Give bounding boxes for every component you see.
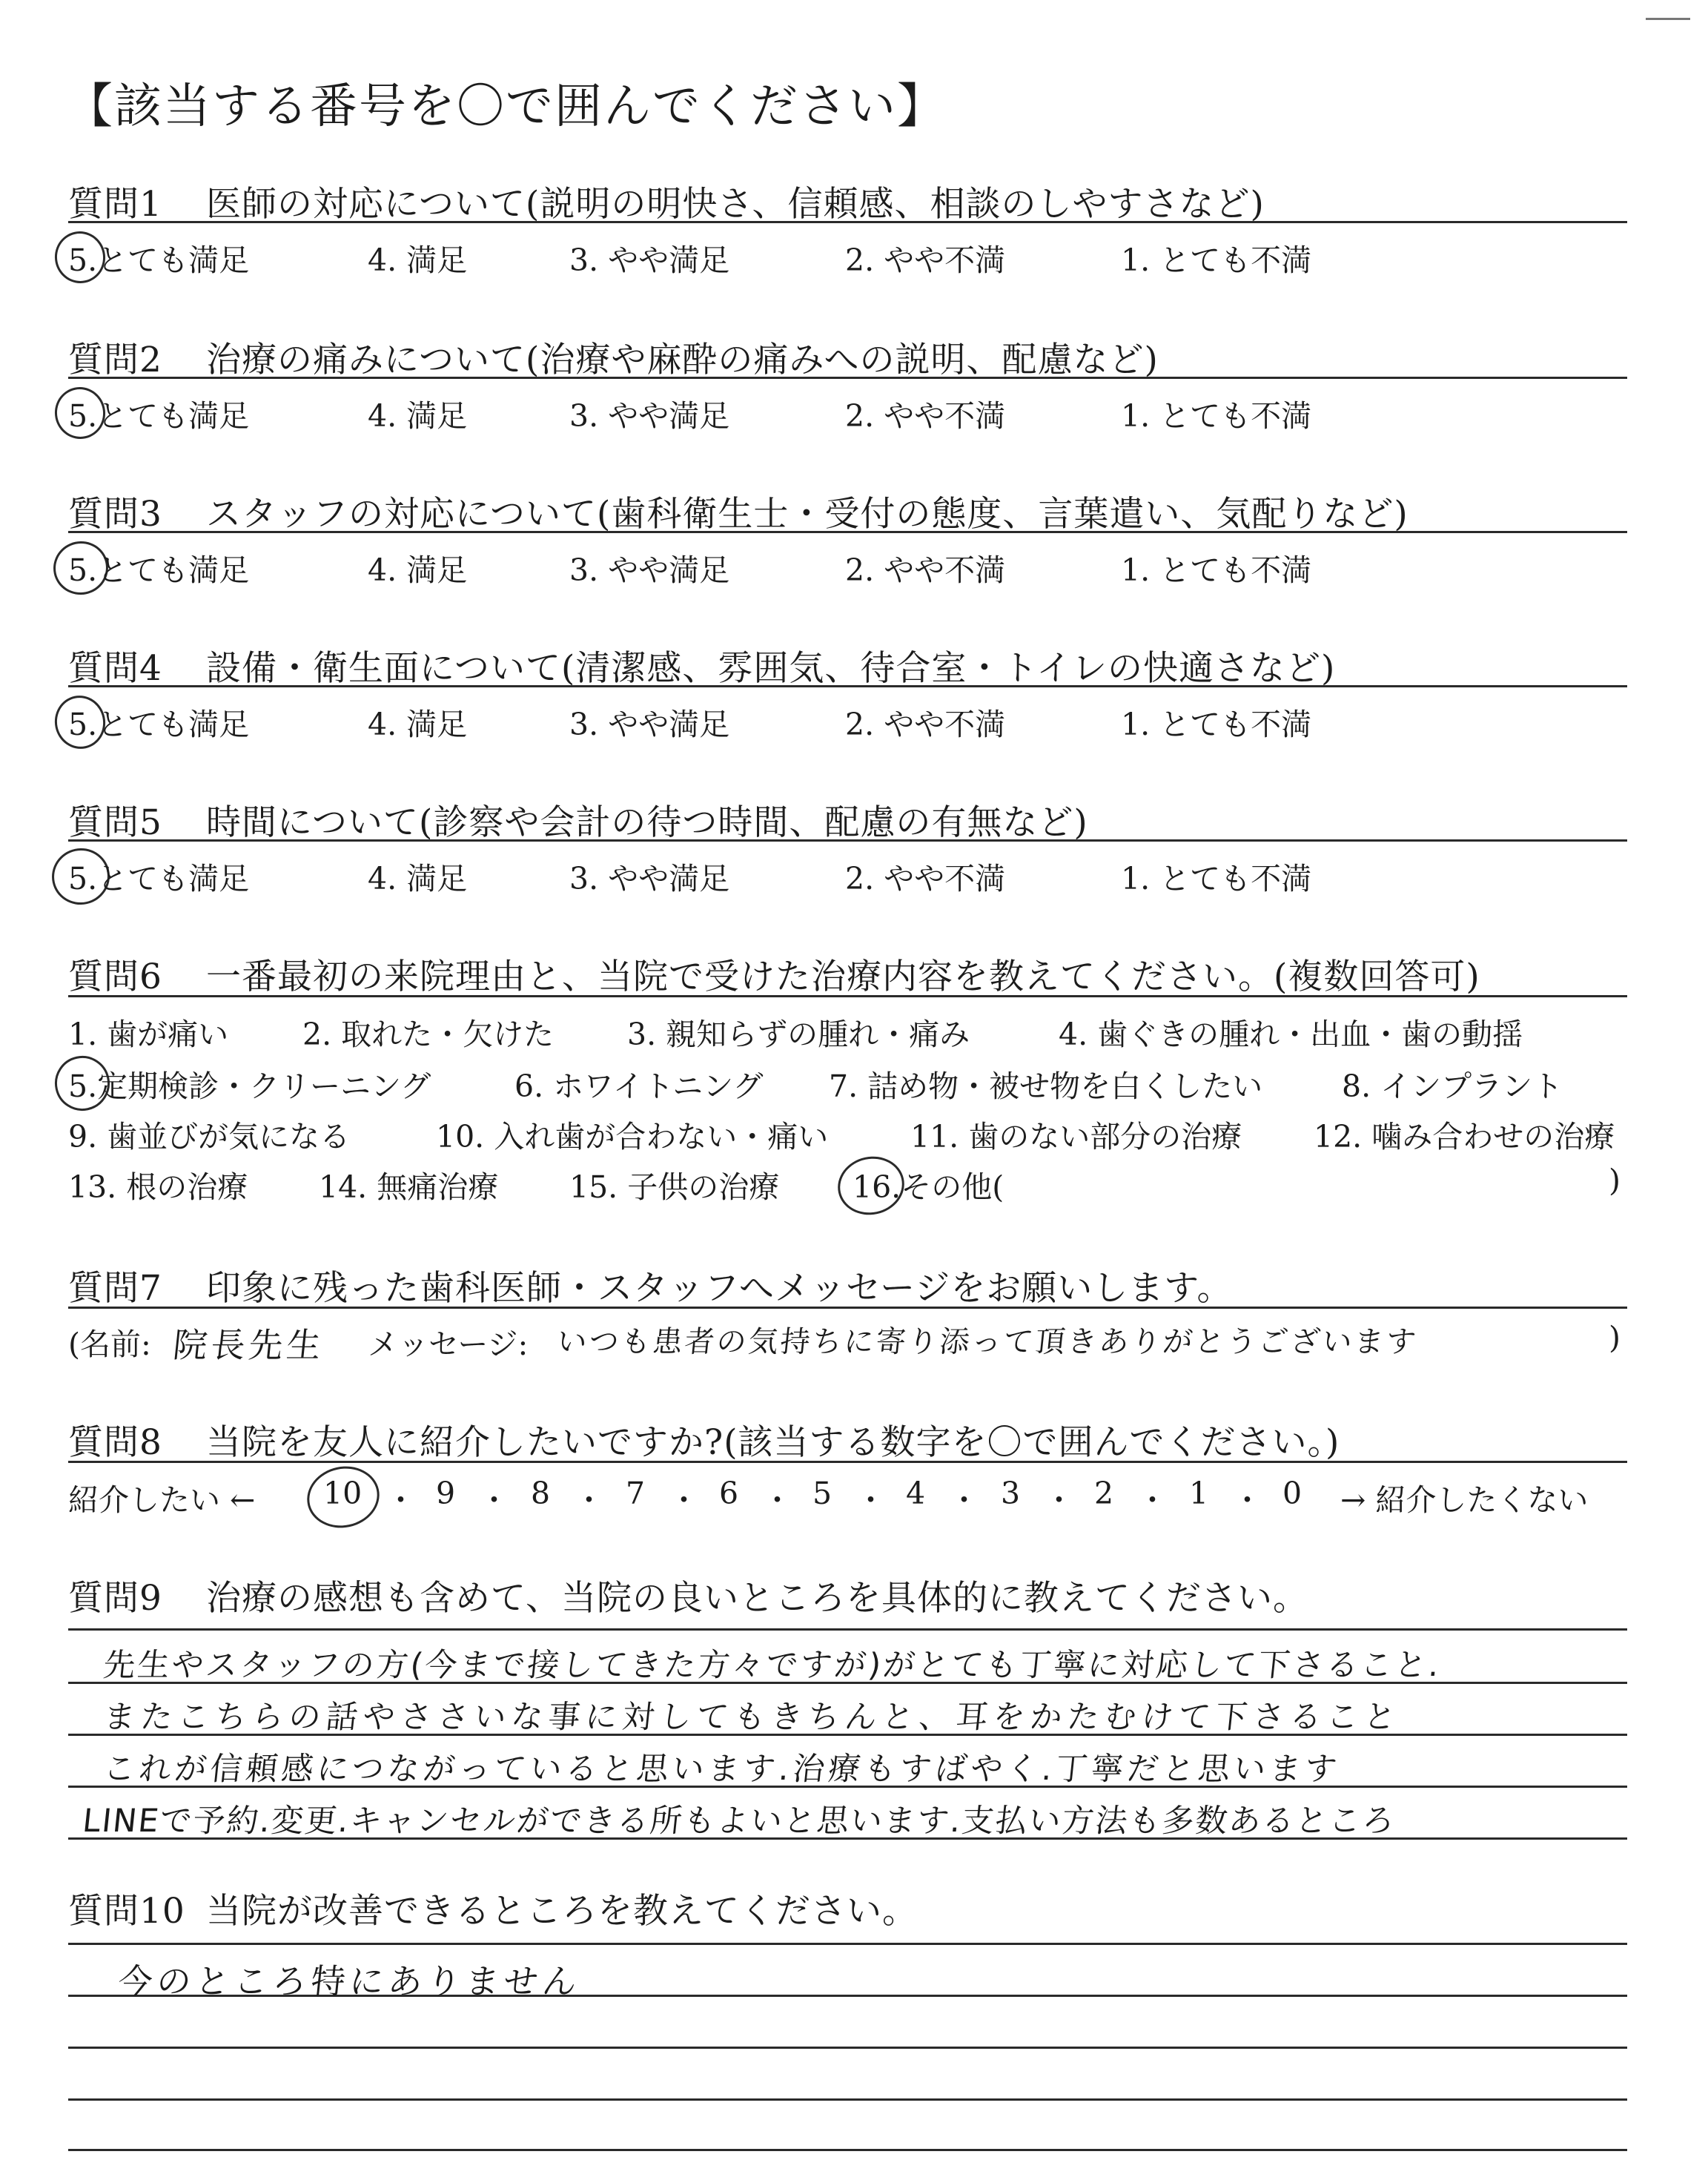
question-6-title (68, 949, 1480, 999)
option-somewhat-satisfied[interactable]: 3. やや満足 (569, 242, 730, 278)
question-number: 質問5 (68, 802, 162, 843)
question-divider (68, 839, 1627, 842)
option-satisfied[interactable]: 4. 満足 (368, 861, 468, 896)
good-points-line-2[interactable]: またこちらの話やささいな事に対してもきちんと、耳をかたむけて下さること (102, 1699, 1403, 1736)
scale-dot: ・ (1137, 1482, 1168, 1518)
option-very-satisfied[interactable]: 5.とても満足 (68, 861, 250, 896)
reason-option-other[interactable]: 16.その他( (853, 1169, 1004, 1205)
scale-7[interactable]: 7 (626, 1476, 646, 1511)
question-4-title (68, 641, 1335, 690)
name-label: (名前: (68, 1327, 151, 1362)
option-very-dissatisfied[interactable]: 1. とても不満 (1121, 398, 1312, 434)
scale-dot: ・ (762, 1482, 792, 1518)
scale-dot: ・ (949, 1482, 979, 1518)
question-number: 質問2 (68, 340, 162, 380)
reason-option-toothache[interactable]: 1. 歯が痛い (68, 1017, 229, 1052)
scale-dot: ・ (1232, 1482, 1262, 1518)
answer-line (68, 1943, 1627, 1945)
question-text: 治療の感想も含めて、当院の良いところを具体的に教えてください。 (206, 1578, 1309, 1619)
question-divider (68, 995, 1627, 997)
reason-option-whitening[interactable]: 6. ホワイトニング (514, 1069, 764, 1104)
option-very-satisfied[interactable]: 5.とても満足 (68, 707, 250, 742)
option-somewhat-satisfied[interactable]: 3. やや満足 (569, 398, 730, 434)
scale-8[interactable]: 8 (531, 1476, 551, 1511)
question-divider (68, 685, 1627, 687)
question-3-title (68, 486, 1409, 536)
option-somewhat-satisfied[interactable]: 3. やや満足 (569, 707, 730, 742)
good-points-line-4[interactable]: LINEで予約.変更.キャンセルができる所もよいと思います.支払い方法も多数あるところ (81, 1803, 1398, 1840)
reason-option-dentures[interactable]: 10. 入れ歯が合わない・痛い (436, 1119, 829, 1155)
reason-option-children[interactable]: 15. 子供の治療 (569, 1169, 780, 1205)
scan-edge-mark (1646, 18, 1690, 20)
scale-0[interactable]: 0 (1282, 1476, 1302, 1511)
option-satisfied[interactable]: 4. 満足 (368, 707, 468, 742)
scale-dot: ・ (855, 1482, 886, 1518)
question-text: 一番最初の来院理由と、当院で受けた治療内容を教えてください。(複数回答可) (206, 957, 1480, 997)
question-text: 当院が改善できるところを教えてください。 (206, 1891, 918, 1932)
answer-line (68, 2149, 1627, 2151)
option-very-satisfied[interactable]: 5.とても満足 (68, 398, 250, 434)
question-divider (68, 531, 1627, 533)
question-number: 質問4 (68, 648, 162, 689)
question-10-title (68, 1883, 918, 1933)
question-number: 質問3 (68, 494, 162, 535)
question-divider (68, 1307, 1627, 1309)
option-very-dissatisfied[interactable]: 1. とても不満 (1121, 552, 1312, 588)
question-text: スタッフの対応について(歯科衛生士・受付の態度、言葉遣い、気配りなど) (206, 494, 1409, 535)
scale-5[interactable]: 5 (812, 1476, 833, 1511)
scale-dot: ・ (574, 1482, 604, 1518)
reason-option-bite[interactable]: 12. 噛み合わせの治療 (1314, 1119, 1615, 1155)
option-somewhat-dissatisfied[interactable]: 2. やや不満 (845, 707, 1006, 742)
option-somewhat-dissatisfied[interactable]: 2. やや不満 (845, 552, 1006, 588)
scale-dot: ・ (385, 1482, 416, 1518)
question-text: 時間について(診察や会計の待つ時間、配慮の有無など) (206, 802, 1088, 843)
question-number: 質問10 (68, 1891, 185, 1932)
question-8-title (68, 1415, 1340, 1464)
question-text: 治療の痛みについて(治療や麻酔の痛みへの説明、配慮など) (206, 340, 1159, 380)
scale-3[interactable]: 3 (1001, 1476, 1021, 1511)
option-very-dissatisfied[interactable]: 1. とても不満 (1121, 707, 1312, 742)
question-divider (68, 377, 1627, 379)
question-number: 質問6 (68, 957, 162, 997)
answer-line (68, 1628, 1627, 1631)
reason-option-chipped[interactable]: 2. 取れた・欠けた (302, 1017, 555, 1052)
option-somewhat-satisfied[interactable]: 3. やや満足 (569, 861, 730, 896)
reason-option-white-fillings[interactable]: 7. 詰め物・被せ物を白くしたい (829, 1069, 1263, 1104)
message-handwritten[interactable]: いつも患者の気持ちに寄り添って頂きありがとうございます (555, 1325, 1420, 1359)
question-number: 質問9 (68, 1578, 162, 1619)
improvement-line-1[interactable]: 今のところ特にありません (116, 1961, 583, 2001)
option-somewhat-dissatisfied[interactable]: 2. やや不満 (845, 242, 1006, 278)
question-9-title (68, 1571, 1308, 1620)
option-satisfied[interactable]: 4. 満足 (368, 242, 468, 278)
answer-line (68, 2098, 1627, 2101)
question-divider (68, 221, 1627, 223)
option-somewhat-dissatisfied[interactable]: 2. やや不満 (845, 861, 1006, 896)
scale-dot: ・ (1044, 1482, 1074, 1518)
other-close-paren: ) (1609, 1163, 1621, 1198)
scale-dot: ・ (669, 1482, 699, 1518)
reason-option-missing-teeth[interactable]: 11. 歯のない部分の治療 (910, 1119, 1242, 1155)
reason-option-root-canal[interactable]: 13. 根の治療 (68, 1169, 248, 1205)
question-divider (68, 1461, 1627, 1463)
question-text: 印象に残った歯科医師・スタッフへメッセージをお願いします。 (206, 1268, 1233, 1309)
question-text: 医師の対応について(説明の明快さ、信頼感、相談のしやすさなど) (206, 184, 1265, 225)
recommend-right-label: → 紹介したくない (1340, 1482, 1589, 1518)
scale-6[interactable]: 6 (719, 1476, 739, 1511)
reason-option-alignment[interactable]: 9. 歯並びが気になる (68, 1119, 351, 1155)
answer-line (68, 2047, 1627, 2049)
page-title: 【該当する番号を〇で囲んでください】 (65, 79, 946, 134)
option-somewhat-satisfied[interactable]: 3. やや満足 (569, 552, 730, 588)
scale-10[interactable]: 10 (323, 1476, 363, 1511)
scale-1[interactable]: 1 (1189, 1476, 1209, 1511)
question-1-title (68, 176, 1265, 226)
question-number: 質問7 (68, 1268, 162, 1309)
scale-dot: ・ (479, 1482, 509, 1518)
question-7-title (68, 1261, 1232, 1310)
scale-2[interactable]: 2 (1094, 1476, 1114, 1511)
reason-option-wisdom-tooth[interactable]: 3. 親知らずの腫れ・痛み (627, 1017, 970, 1052)
option-satisfied[interactable]: 4. 満足 (368, 552, 468, 588)
question-text: 当院を友人に紹介したいですか?(該当する数字を〇で囲んでください。) (206, 1422, 1340, 1463)
message-close-paren: ) (1609, 1320, 1621, 1355)
good-points-line-1[interactable]: 先生やスタッフの方(今まで接してきた方々ですが)がとても丁寧に対応して下さること. (102, 1647, 1443, 1684)
option-satisfied[interactable]: 4. 満足 (368, 398, 468, 434)
reason-option-painless[interactable]: 14. 無痛治療 (319, 1169, 499, 1205)
recommend-left-label: 紹介したい ← (68, 1482, 256, 1518)
scale-9[interactable]: 9 (436, 1476, 456, 1511)
option-somewhat-dissatisfied[interactable]: 2. やや不満 (845, 398, 1006, 434)
question-text: 設備・衛生面について(清潔感、雰囲気、待合室・トイレの快適さなど) (206, 648, 1336, 689)
question-number: 質問1 (68, 184, 162, 225)
question-2-title (68, 332, 1159, 382)
name-handwritten[interactable]: 院長先生 (171, 1325, 327, 1365)
option-very-dissatisfied[interactable]: 1. とても不満 (1121, 861, 1312, 896)
question-5-title (68, 795, 1088, 845)
message-label: メッセージ: (368, 1327, 529, 1362)
option-very-dissatisfied[interactable]: 1. とても不満 (1121, 242, 1312, 278)
option-very-satisfied[interactable]: 5.とても満足 (68, 242, 250, 278)
scale-4[interactable]: 4 (906, 1476, 926, 1511)
reason-option-gum-problems[interactable]: 4. 歯ぐきの腫れ・出血・歯の動揺 (1059, 1017, 1523, 1052)
good-points-line-3[interactable]: これが信頼感につながっていると思います.治療もすばやく.丁寧だと思います (102, 1751, 1343, 1788)
reason-option-checkup-cleaning[interactable]: 5.定期検診・クリーニング (68, 1069, 431, 1104)
question-number: 質問8 (68, 1422, 162, 1463)
reason-option-implant[interactable]: 8. インプラント (1342, 1069, 1563, 1104)
option-very-satisfied[interactable]: 5.とても満足 (68, 552, 250, 588)
